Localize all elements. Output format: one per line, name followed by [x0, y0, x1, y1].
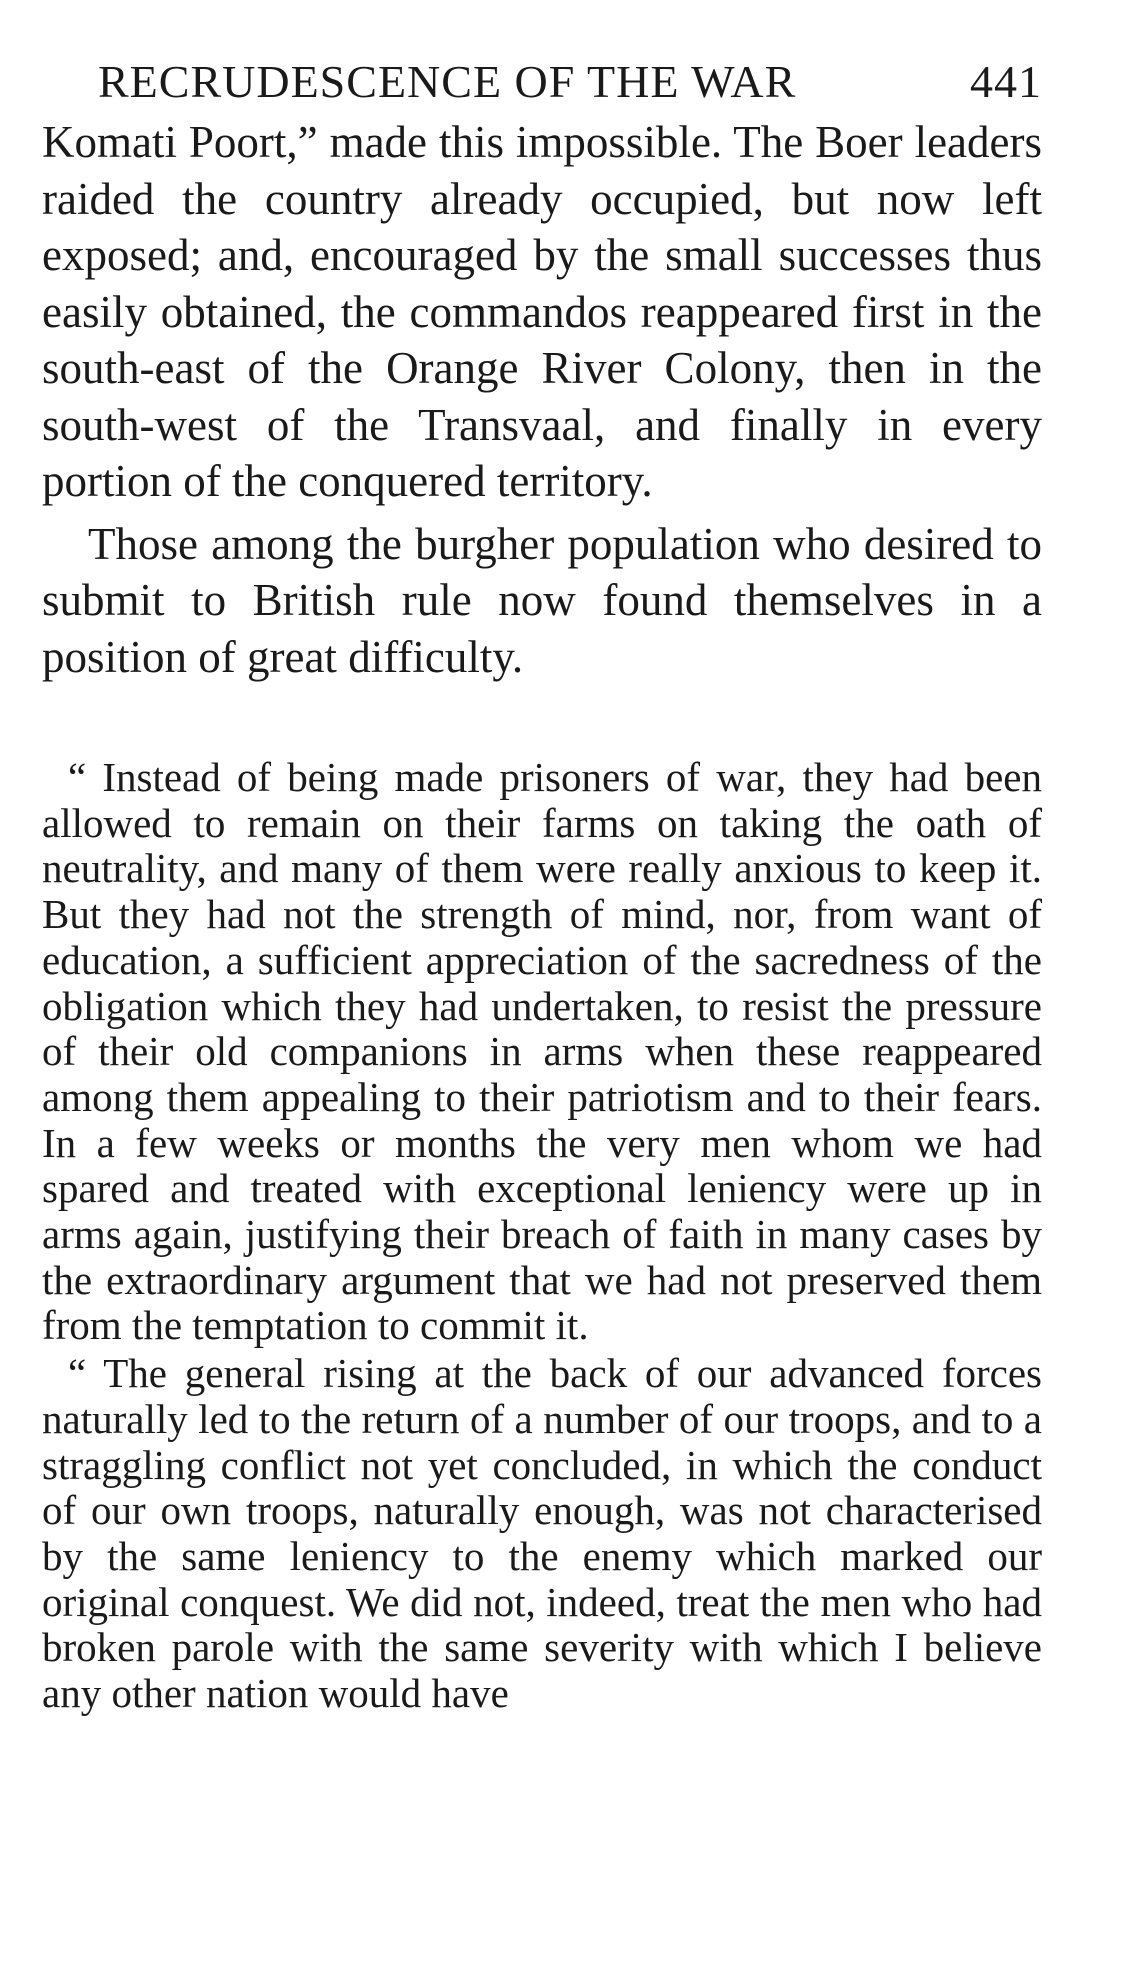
- page-number: 441: [970, 56, 1042, 107]
- body-paragraph: Komati Poort,” made this impossible. The Boer leaders raided the country already occupied, but now left exposed; and, encouraged by the small successes thus easily obtained, the commandos reappeared first in the south-east of the Orange River Colony, then in the south-west of the Transvaal, and finally in every portion of the conquered territory.: [42, 117, 1042, 506]
- quotation-paragraph: “ Instead of being made prisoners of war, they had been allowed to remain on their farms on taking the oath of neutrality, and many of them were really anxious to keep it. But they had not the strength of mind, nor, from want of education, a sufficient appreciation of the sacredness of the obligation which they had undertaken, to resist the pressure of their old companions in arms when these reappeared among them appealing to their patriotism and to their fears. In a few weeks or months the very men whom we had spared and treated with exceptional leniency were up in arms again, justifying their breach of faith in many cases by the extraordinary argument that we had not preserved them from the temptation to commit it.: [42, 754, 1042, 1349]
- running-head: [42, 52, 1042, 112]
- running-head-title: RECRUDESCENCE OF THE WAR: [98, 56, 797, 107]
- body-paragraph: Those among the burgher population who desired to submit to British rule now found themselves in a position of great difficulty.: [42, 518, 1042, 682]
- book-page: [42, 52, 1042, 1717]
- quotation-paragraph: “ The general rising at the back of our advanced forces naturally led to the return of a number of our troops, and to a straggling conflict not yet concluded, in which the conduct of our own troops, naturally enough, was not characterised by the same leniency to the enemy which marked our original conquest. We did not, indeed, treat the men who had broken parole with the same severity with which I believe any other nation would have: [42, 1350, 1042, 1717]
- block-quotation: [42, 755, 1042, 1717]
